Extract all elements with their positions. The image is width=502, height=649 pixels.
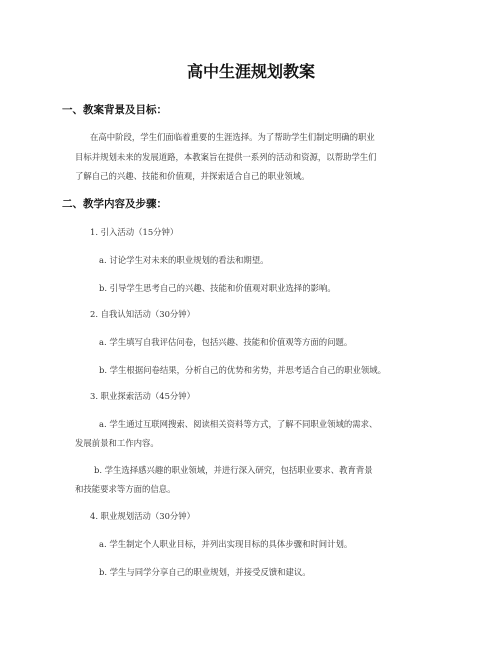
activity-item: b. 学生与同学分享自己的职业规划，并接受反馈和建议。 [99, 567, 311, 577]
activity-item: b. 引导学生思考自己的兴趣、技能和价值观对职业选择的影响。 [99, 283, 336, 293]
paragraph-line: 在高中阶段，学生们面临着重要的生涯选择。为了帮助学生们制定明确的职业 [90, 132, 375, 142]
activity-item: a. 学生通过互联网搜索、阅读相关资料等方式，了解不同职业领域的需求、 [99, 419, 378, 429]
paragraph-line: 了解自己的兴趣、技能和价值观，并探索适合自己的职业领域。 [75, 171, 310, 181]
activity-item-continued: 和技能要求等方面的信息。 [75, 484, 176, 494]
activity-title: 2. 自我认知活动（30分钟） [90, 309, 196, 319]
section-heading-background: 一、教案背景及目标： [62, 104, 167, 116]
activity-item: b. 学生根据问卷结果，分析自己的优势和劣势，并思考适合自己的职业领域。 [99, 365, 387, 375]
paragraph-line: 目标并规划未来的发展道路，本教案旨在提供一系列的活动和资源，以帮助学生们 [75, 152, 377, 162]
activity-title: 4. 职业规划活动（30分钟） [90, 511, 196, 521]
activity-item: a. 学生填写自我评估问卷，包括兴趣、技能和价值观等方面的问题。 [99, 337, 353, 347]
activity-title: 3. 职业探索活动（45分钟） [90, 391, 196, 401]
section-heading-content: 二、教学内容及步骤： [62, 198, 167, 210]
activity-item: b. 学生选择感兴趣的职业领域，并进行深入研究，包括职业要求、教育背景 [94, 465, 373, 475]
activity-item: a. 讨论学生对未来的职业规划的看法和期望。 [99, 255, 269, 265]
document-title: 高中生涯规划教案 [186, 62, 315, 81]
activity-item-continued: 发展前景和工作内容。 [75, 438, 159, 448]
activity-item: a. 学生制定个人职业目标，并列出实现目标的具体步骤和时间计划。 [99, 539, 353, 549]
activity-title: 1. 引入活动（15分钟） [90, 227, 179, 237]
